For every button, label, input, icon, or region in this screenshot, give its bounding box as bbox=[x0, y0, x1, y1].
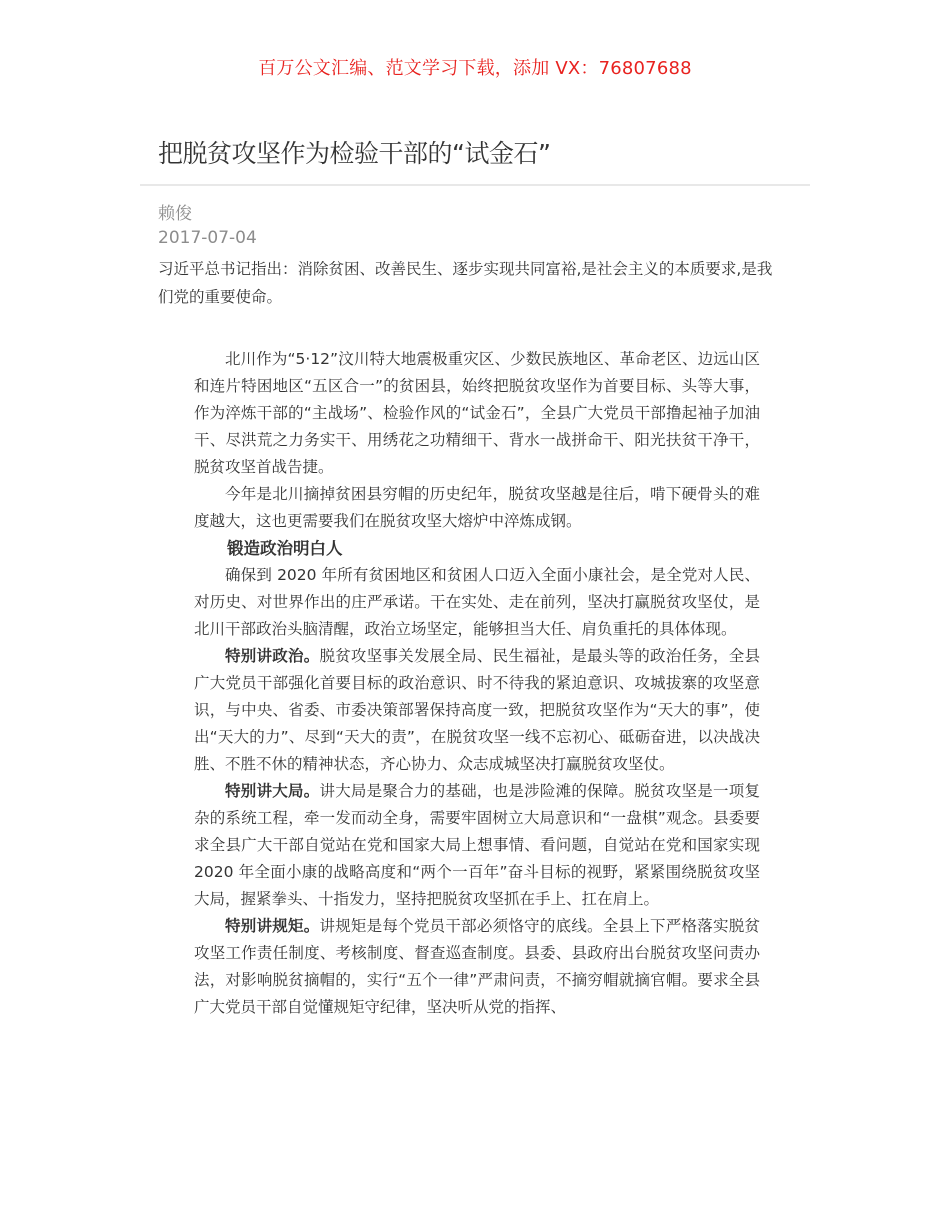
paragraph-text: 讲规矩是每个党员干部必须恪守的底线。全县上下严格落实脱贫攻坚工作责任制度、考核制度、督查巡查制度。县委、县政府出台脱贫攻坚问责办法，对影响脱贫摘帽的，实行“五个一律”严肃问责，不摘穷帽就摘官帽。要求全县广大党员干部自觉懂规矩守纪律，坚决听从党的指挥、 bbox=[194, 917, 760, 1016]
paragraph-lead-bold: 特别讲政治。 bbox=[225, 647, 320, 665]
article-lead: 习近平总书记指出：消除贫困、改善民生、逐步实现共同富裕,是社会主义的本质要求,是我们党的重要使命。 bbox=[158, 260, 773, 306]
body-paragraph bbox=[194, 913, 760, 1021]
body-paragraph bbox=[194, 778, 760, 913]
paragraph-lead-bold: 特别讲大局。 bbox=[225, 782, 320, 800]
paragraph-text: 脱贫攻坚事关发展全局、民生福祉，是最头等的政治任务，全县广大党员干部强化首要目标的政治意识、时不待我的紧迫意识、攻城拔寨的攻坚意识，与中央、省委、市委决策部署保持高度一致，把脱贫攻坚作为“天大的事”，使出“天大的力”、尽到“天大的责”，在脱贫攻坚一线不忘初心、砥砺奋进，以决战决胜、不胜不休的精神状态，齐心协力、众志成城坚决打赢脱贫攻坚仗。 bbox=[194, 647, 760, 773]
promo-banner: 百万公文汇编、范文学习下载，添加 VX：76807688 bbox=[258, 58, 692, 79]
body-paragraph: 北川作为“5·12”汶川特大地震极重灾区、少数民族地区、革命老区、边远山区和连片特困地区“五区合一”的贫困县，始终把脱贫攻坚作为首要目标、头等大事，作为淬炼干部的“主战场”、检验作风的“试金石”，全县广大党员干部撸起袖子加油干、尽洪荒之力务实干、用绣花之功精细干、背水一战拼命干、阳光扶贫干净干，脱贫攻坚首战告捷。 bbox=[194, 350, 760, 476]
body-paragraph: 今年是北川摘掉贫困县穷帽的历史纪年，脱贫攻坚越是往后，啃下硬骨头的难度越大，这也更需要我们在脱贫攻坚大熔炉中淬炼成钢。 bbox=[194, 485, 760, 530]
body-paragraph: 确保到 2020 年所有贫困地区和贫困人口迈入全面小康社会，是全党对人民、对历史、对世界作出的庄严承诺。干在实处、走在前列，坚决打赢脱贫攻坚仗，是北川干部政治头脑清醒，政治立场坚定，能够担当大任、肩负重托的具体体现。 bbox=[194, 566, 760, 638]
paragraph-lead-bold: 特别讲规矩。 bbox=[225, 917, 320, 935]
body-paragraph bbox=[194, 643, 760, 778]
section-heading: 锻造政治明白人 bbox=[227, 539, 343, 558]
paragraph-text: 讲大局是聚合力的基础，也是涉险滩的保障。脱贫攻坚是一项复杂的系统工程，牵一发而动全身，需要牢固树立大局意识和“一盘棋”观念。县委要求全县广大干部自觉站在党和国家大局上想事情、看问题，自觉站在党和国家实现 2020 年全面小康的战略高度和“两个一百年”奋斗目标的视野，紧紧围绕脱贫攻坚大局，握紧拳头、十指发力，坚持把脱贫攻坚抓在手上、扛在肩上。 bbox=[194, 782, 760, 908]
article-body bbox=[194, 346, 760, 1021]
article-author: 赖俊 bbox=[158, 204, 192, 224]
title-divider bbox=[140, 184, 810, 186]
article-date: 2017-07-04 bbox=[158, 228, 257, 248]
article-title: 把脱贫攻坚作为检验干部的“试金石” bbox=[158, 139, 551, 168]
